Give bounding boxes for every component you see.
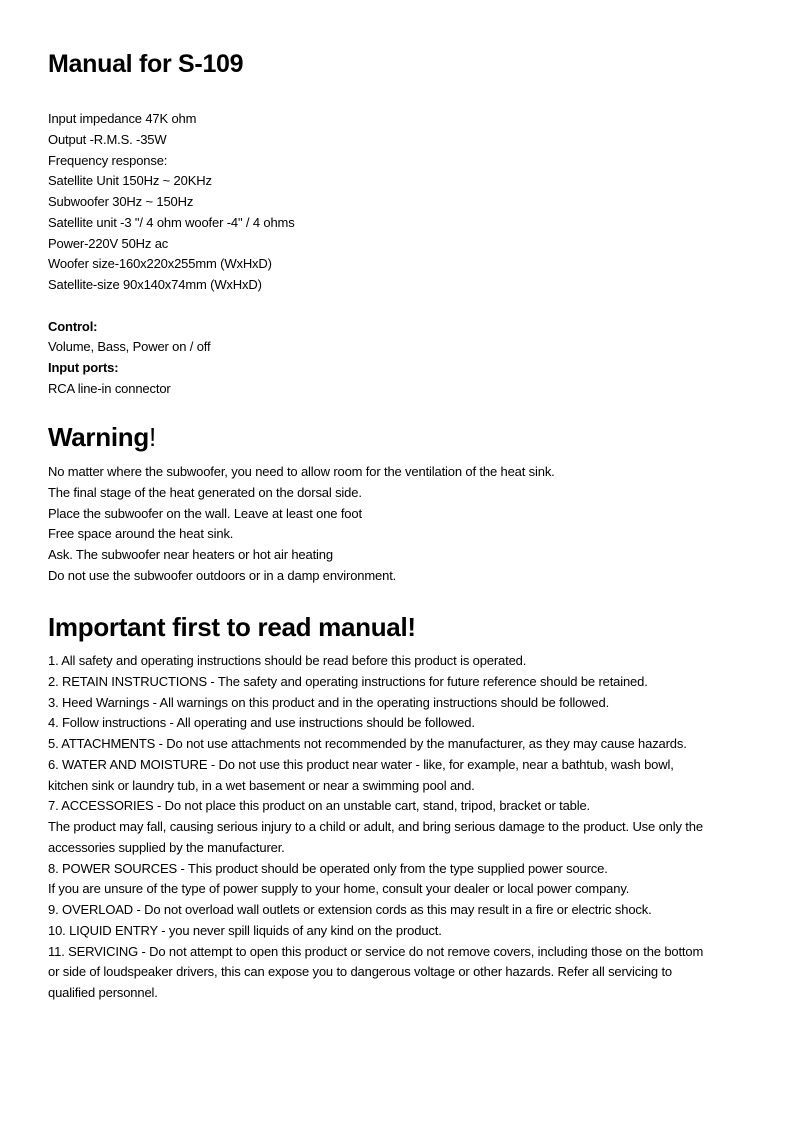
instruction-line: 2. RETAIN INSTRUCTIONS - The safety and operating instructions for future reference should be retained. [48, 673, 648, 689]
spec-line: Subwoofer 30Hz ~ 150Hz [48, 194, 194, 209]
instruction-line: 10. LIQUID ENTRY - you never spill liquids of any kind on the product. [48, 922, 442, 938]
important-heading: Important first to read manual! [48, 612, 416, 642]
instruction-line: kitchen sink or laundry tub, in a wet basement or near a swimming pool and. [48, 777, 475, 793]
warning-text [48, 462, 555, 587]
page-title: Manual for S-109 [48, 50, 244, 78]
input-ports-label: Input ports: [48, 360, 119, 375]
instruction-line: 7. ACCESSORIES - Do not place this product on an unstable cart, stand, tripod, bracket or table. [48, 798, 591, 814]
instruction-line: 11. SERVICING - Do not attempt to open this product or service do not remove covers, including those on the bottom [48, 943, 704, 959]
warning-mark: ! [148, 422, 156, 452]
spec-line: Satellite-size 90x140x74mm (WxHxD) [48, 277, 262, 292]
safety-instructions [48, 651, 703, 1004]
control-label: Control: [48, 318, 98, 334]
warning-heading-text: Warning [48, 422, 149, 452]
warning-line: Do not use the subwoofer outdoors or in a damp environment. [48, 567, 397, 583]
spec-line: Power-220V 50Hz ac [48, 235, 169, 251]
warning-line: No matter where the subwoofer, you need to allow room for the ventilation of the heat sink. [48, 464, 555, 479]
warning-line: Place the subwoofer on the wall. Leave at least one foot [48, 505, 362, 521]
warning-line: Ask. The subwoofer near heaters or hot air heating [48, 547, 333, 562]
instruction-line: 5. ATTACHMENTS - Do not use attachments not recommended by the manufacturer, as they may cause hazards. [48, 736, 687, 751]
instruction-line: accessories supplied by the manufacturer. [48, 839, 285, 855]
instruction-line: 3. Heed Warnings - All warnings on this product and in the operating instructions should be followed. [48, 694, 610, 710]
input-ports-value: RCA line-in connector [48, 380, 171, 396]
spec-line: Woofer size-160x220x255mm (WxHxD) [48, 256, 272, 272]
instruction-line: 4. Follow instructions - All operating and use instructions should be followed. [48, 715, 475, 731]
instruction-line: If you are unsure of the type of power supply to your home, consult your dealer or local power company. [48, 881, 630, 897]
spec-line: Frequency response: [48, 152, 168, 168]
spec-line: Satellite unit -3 "/ 4 ohm woofer -4" / 4 ohms [48, 214, 295, 230]
specifications [48, 109, 295, 400]
instruction-line: 6. WATER AND MOISTURE - Do not use this product near water - like, for example, near a bathtub, wash bowl, [48, 756, 674, 772]
instruction-line: 9. OVERLOAD - Do not overload wall outlets or extension cords as this may result in a fire or electric shock. [48, 902, 652, 917]
spacer [48, 296, 295, 317]
spec-line: Input impedance 47K ohm [48, 111, 197, 126]
warning-line: Free space around the heat sink. [48, 526, 234, 542]
instruction-line: qualified personnel. [48, 985, 158, 1000]
warning-heading [48, 422, 156, 453]
instruction-line: or side of loudspeaker drivers, this can expose you to dangerous voltage or other hazards. Refer all servicing to [48, 964, 673, 980]
instruction-line: The product may fall, causing serious injury to a child or adult, and bring serious damage to the product. Use only the [48, 819, 703, 834]
warning-line: The final stage of the heat generated on the dorsal side. [48, 484, 362, 500]
instruction-line: 1. All safety and operating instructions should be read before this product is operated. [48, 653, 527, 668]
spec-line: Satellite Unit 150Hz ~ 20KHz [48, 173, 212, 189]
control-value: Volume, Bass, Power on / off [48, 339, 211, 355]
spec-line: Output -R.M.S. -35W [48, 131, 167, 147]
instruction-line: 8. POWER SOURCES - This product should be operated only from the type supplied power source. [48, 860, 608, 876]
